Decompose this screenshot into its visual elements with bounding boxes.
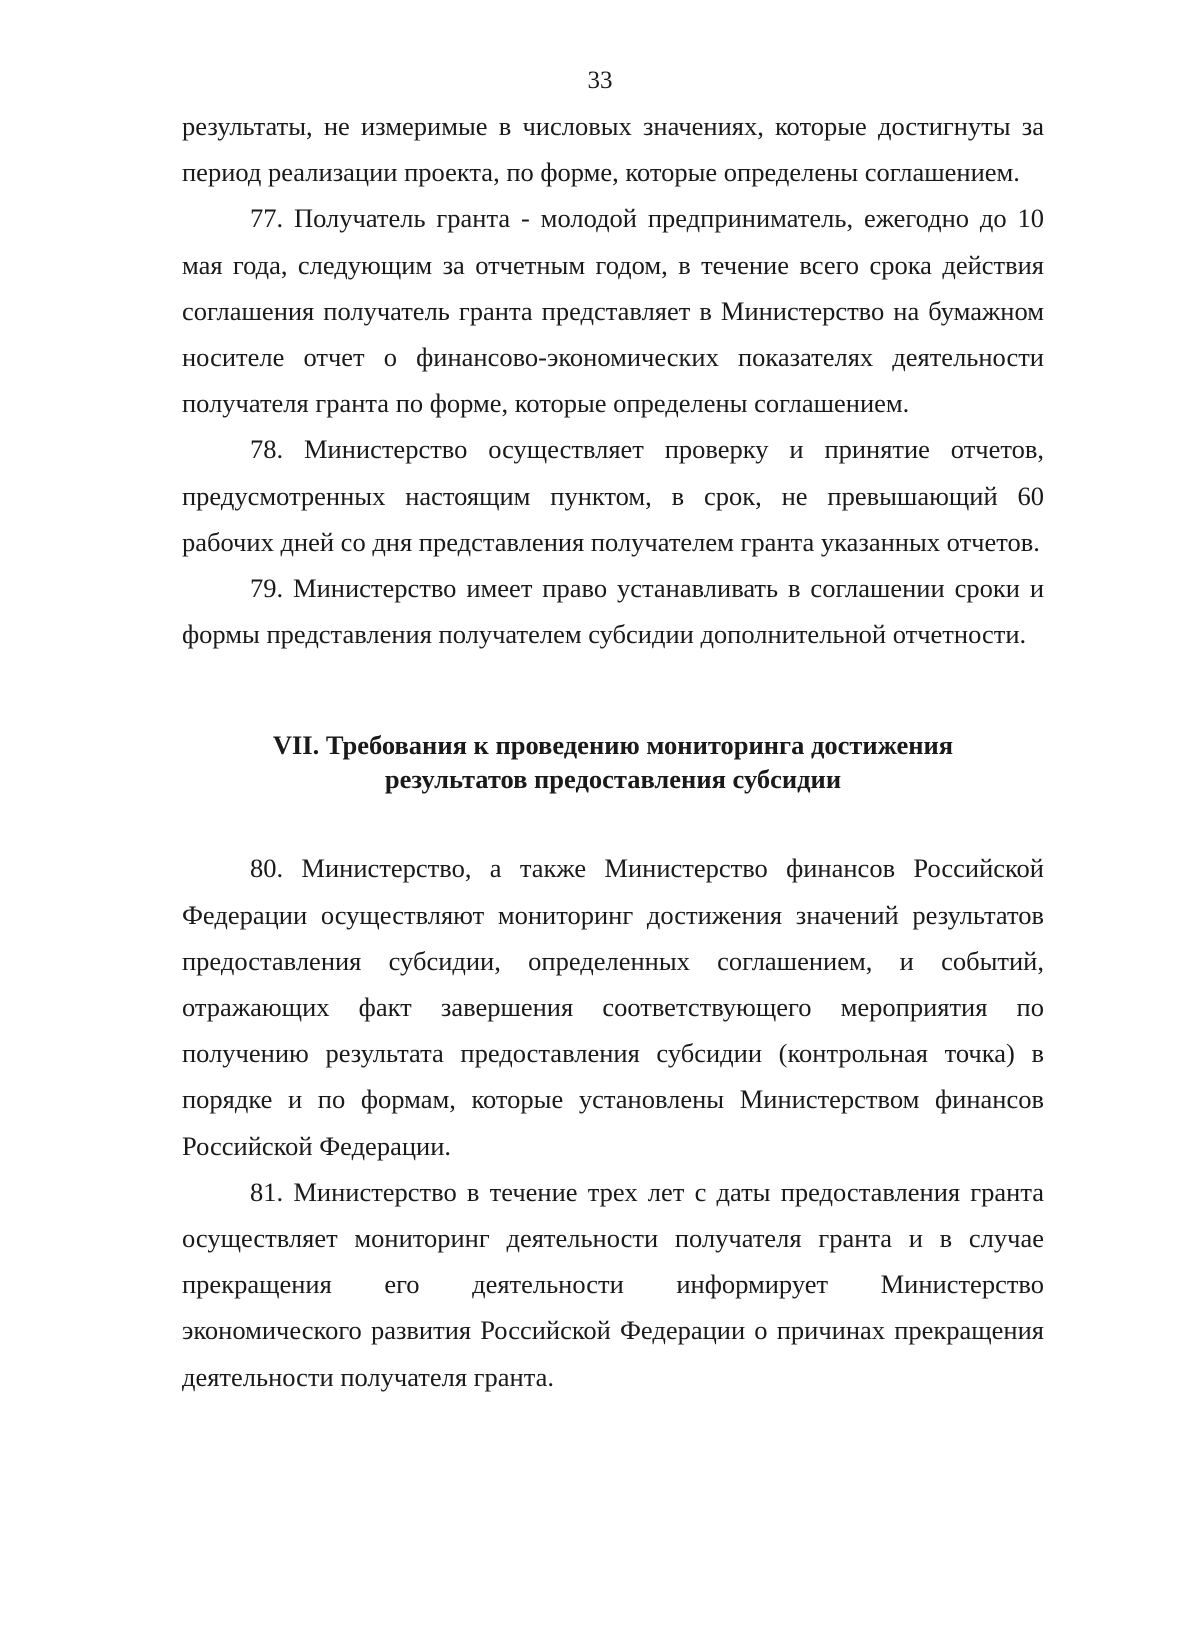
page-number: 33 [587, 67, 613, 94]
paragraph-results-continuation: результаты, не измеримые в числовых значениях, которые достигнуты за период реализации проекта, по форме, которые определены соглашением. [182, 111, 1044, 188]
paragraph-78: 78. Министерство осуществляет проверку и принятие отчетов, предусмотренных настоящим пунктом, в срок, не превышающий 60 рабочих дней со дня представления получателем гранта указанных отчетов. [182, 434, 1044, 557]
paragraph-79: 79. Министерство имеет право устанавливать в соглашении сроки и формы представления получателем субсидии дополнительной отчетности. [182, 573, 1044, 650]
section-heading-line-1: VII. Требования к проведению мониторинга достижения [272, 730, 954, 761]
document-body [182, 103, 1044, 1400]
section-heading [182, 728, 1044, 796]
paragraph-77: 77. Получатель гранта - молодой предприниматель, ежегодно до 10 мая года, следующим за отчетным годом, в течение всего срока действия соглашения получатель гранта представляет в Министерство на бумажном носителе отчет о финансово-экономических показателях деятельности получателя гранта по форме, которые определены соглашением. [182, 203, 1044, 419]
paragraph-80: 80. Министерство, а также Министерство финансов Российской Федерации осуществляют мониторинг достижения значений результатов предоставления субсидии, определенных соглашением, и событий, отражающих факт завершения соответствующего мероприятия по получению результата предоставления субсидии (контрольная точка) в порядке и по формам, которые установлены Министерством финансов Российской Федерации. [182, 853, 1044, 1161]
section-heading-line-2: результатов предоставления субсидии [384, 764, 842, 795]
paragraph-81: 81. Министерство в течение трех лет с даты предоставления гранта осуществляет мониторинг деятельности получателя гранта и в случае прекращения его деятельности информирует Министерство экономического развития Российской Федерации о причинах прекращения деятельности получателя гранта. [182, 1176, 1044, 1392]
